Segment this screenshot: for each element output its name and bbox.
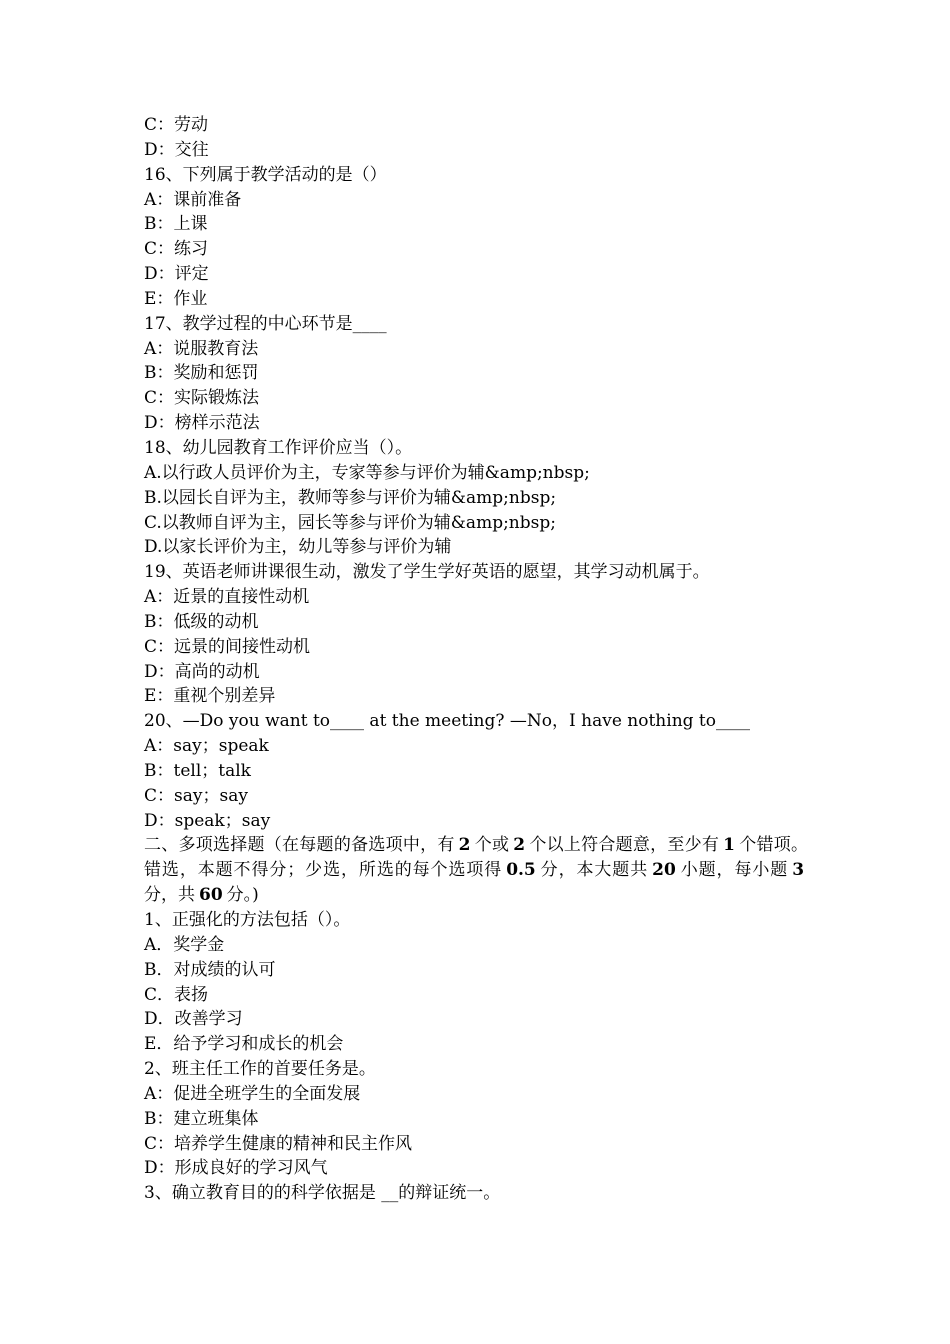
- text-line: D．改善学习: [144, 1009, 243, 1030]
- section-number: 2: [513, 835, 526, 856]
- section-number: 0.5: [506, 860, 536, 881]
- section-number: 1: [723, 835, 735, 856]
- text-line: A：课前准备: [144, 189, 242, 210]
- text-line: D：榜样示范法: [144, 413, 260, 434]
- text-line: B：低级的动机: [144, 611, 259, 632]
- section-text: 分，共: [144, 885, 195, 906]
- text-line: C：练习: [144, 239, 209, 260]
- text-line: 20、—Do you want to____ at the meeting? —No，I have nothing to____: [144, 711, 750, 732]
- section-number: 3: [792, 860, 805, 881]
- section-heading-multiple-choice: [144, 833, 808, 908]
- section-text: 个或: [474, 835, 510, 856]
- text-line: C：实际锻炼法: [144, 388, 260, 409]
- text-line: B：奖励和惩罚: [144, 363, 259, 384]
- text-line: D：交往: [144, 139, 209, 160]
- section-text: 分。): [226, 885, 259, 906]
- text-line: D：高尚的动机: [144, 661, 260, 682]
- text-line: A：近景的直接性动机: [144, 587, 310, 608]
- text-line: A.以行政人员评价为主，专家等参与评价为辅&amp;nbsp;: [144, 462, 590, 483]
- section-text: 个错项。错选，本题不得分；少选，所选的每个选项得: [144, 835, 809, 881]
- text-line: E：作业: [144, 288, 208, 309]
- section-text: 个以上符合题意，至少有: [529, 835, 720, 856]
- text-line: A．奖学金: [144, 934, 225, 955]
- text-line: D：评定: [144, 264, 209, 285]
- text-line: 16、下列属于教学活动的是（）: [144, 164, 387, 185]
- section-number: 20: [652, 860, 676, 881]
- text-line: 18、幼儿园教育工作评价应当（）。: [144, 437, 413, 458]
- text-line: B：建立班集体: [144, 1108, 259, 1129]
- text-line: C：say；say: [144, 785, 248, 806]
- section-number: 2: [458, 835, 471, 856]
- text-line: A：促进全班学生的全面发展: [144, 1083, 361, 1104]
- text-line: A：say；speak: [144, 736, 269, 757]
- text-line: C：劳动: [144, 115, 209, 135]
- text-line: 1、正强化的方法包括（）。: [144, 910, 351, 930]
- text-line: 19、英语老师讲课很生动，激发了学生学好英语的愿望，其学习动机属于。: [144, 562, 710, 583]
- section-number: 60: [199, 885, 223, 906]
- text-line: B.以园长自评为主，教师等参与评价为辅&amp;nbsp;: [144, 487, 557, 508]
- question-lines-bottom: [144, 908, 812, 1206]
- text-line: B：tell；talk: [144, 760, 251, 781]
- text-line: D：speak；say: [144, 810, 271, 831]
- text-line: E：重视个别差异: [144, 686, 276, 707]
- section-text: 分，本大题共: [539, 860, 649, 881]
- text-line: 17、教学过程的中心环节是____: [144, 313, 387, 334]
- text-line: D：形成良好的学习风气: [144, 1158, 328, 1179]
- text-line: B．对成绩的认可: [144, 959, 276, 980]
- text-line: C：培养学生健康的精神和民主作风: [144, 1133, 413, 1154]
- section-text: 小题，每小题: [679, 860, 789, 881]
- text-line: B：上课: [144, 214, 208, 235]
- text-line: C：远景的间接性动机: [144, 636, 311, 657]
- document-page: [144, 113, 812, 1206]
- text-line: A：说服教育法: [144, 338, 259, 359]
- text-line: C.以教师自评为主，园长等参与评价为辅&amp;nbsp;: [144, 512, 556, 533]
- text-line: E．给予学习和成长的机会: [144, 1034, 344, 1055]
- question-lines-top: [144, 113, 812, 833]
- section-text: 二、多项选择题（在每题的备选项中，有: [144, 835, 455, 856]
- text-line: 3、确立教育目的的科学依据是 __的辩证统一。: [144, 1183, 501, 1204]
- text-line: 2、班主任工作的首要任务是。: [144, 1059, 376, 1080]
- text-line: D.以家长评价为主，幼儿等参与评价为辅: [144, 537, 452, 558]
- text-line: C．表扬: [144, 984, 209, 1005]
